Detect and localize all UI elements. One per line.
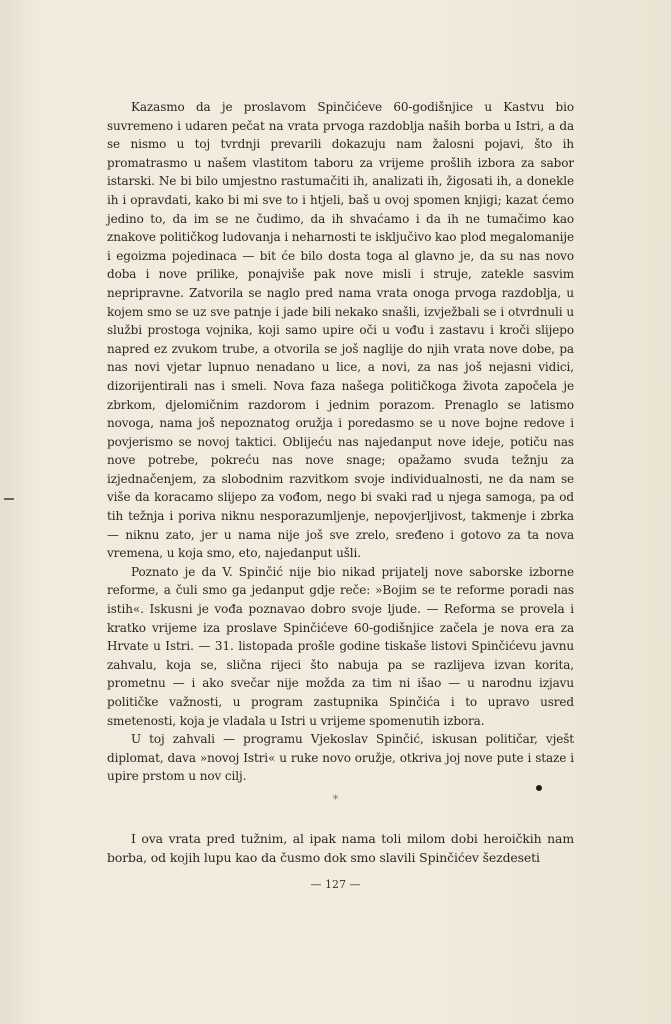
- paragraph-2: Poznato je da V. Spinčić nije bio nikad prijatelj nove saborske izborne reforme, a čuli smo ga jedanput gdje reče: »Bojim se te reforme poradi nas istih«. Iskusni je vođa poznavao dobro svoje ljude. — Reforma se provela i kratko vrijeme iza proslave Spinčićeve 60-godišnjice začela je nova era za Hrvate u Istri. — 31. listopada prošle godine tiskaše listovi Spinčićevu javnu zahvalu, koja se, slična rijeci što nabuja pa se razlijeva izvan korita, prometnu — i ako svečar nije možda za tim ni išao — u narodnu izjavu političke važnosti, u program zastupnika Spinčića i to upravo usred smetenosti, koja je vladala u Istri u vrijeme spomenutih izbora.: [107, 564, 574, 728]
- paragraph-3: U toj zahvali — programu Vjekoslav Spinčić, iskusan političar, vješt diplomat, dava »novoj Istri« u ruke novo oružje, otkriva joj nove pute i staze i upire prstom u nov cilj.: [107, 732, 574, 784]
- margin-mark: [4, 498, 14, 500]
- ink-spot: [536, 785, 542, 791]
- paragraph-4: I ova vrata pred tužnim, al ipak nama toli milom dobi heroičkih nam borba, od kojih lupu kao da čusmo dok smo slavili Spinčićev šezdeseti: [107, 831, 574, 866]
- main-text-block: [107, 98, 574, 786]
- paragraph-1: Kazasmo da je proslavom Spinčićeve 60-godišnjice u Kastvu bio suvremeno i udaren pečat na vrata prvoga razdoblja naših borba u Istri, a da se nismo u toj tvrdnji prevarili dokazuju nam žalosni pojavi, što ih promatrasmo u našem vlastitom taboru za vrijeme prošlih izbora za sabor istarski. Ne bi bilo umjestno rastumačiti ih, analizati ih, žigosati ih, a donekle ih i opravdati, kako bi mi sve to i htjeli, baš u ovoj spomen knjigi; kazat ćemo jedino to, da im se ne čudimo, da ih shvaćamo i da ih ne tumačimo kao znakove političkog ludovanja i neharnosti te isključivo kao plod megalomanije i egoizma pojedinaca — bit će bilo dosta toga al glavno je, da su nas novo doba i nove prilike, ponajviše pak nove misli i struje, zatekle sasvim nepripravne. Zatvorila se naglo pred nama vrata onoga prvoga razdoblja, u kojem smo se uz sve patnje i jade bili nekako snašli, izvježbali se i otvrdnuli u službi prostoga vojnika, koji samo upire oči u vođu i zastavu i kroči slijepo napred ez zvukom trube, a otvorila se još naglije do njih vrata nove dobe, pa nas novi vjetar lupnuo nenadano u lice, a novi, za nas još nejasni vidici, dizorijentirali nas i smeli. Nova faza našega političkoga života započela je zbrkom, djelomičnim razdorom i jednim porazom. Prenaglo se latismo novoga, nama još nepoznatog oružja i poredasmo se u nove bojne redove i povjerismo se novoj taktici. Oblijeću nas najedanput nove ideje, potiču nas nove potrebe, pokreću nas nove snage; opažamo svuda težnju za izjednačenjem, za slobodnim razvitkom svoje individualnosti, ne da nam se više da koracamo slijepo za vođom, nego bi svaki rad u njega samoga, pa od tih težnja i poriva niknu nesporazumljenje, nepovjerljivost, takmenje i zbrka — niknu zato, jer u nama nije još sve zrelo, sređeno i gotovo za ta nova vremena, u koja smo, eto, najedanput ušli.: [107, 100, 574, 561]
- closing-text-block: [107, 829, 574, 867]
- page-number: — 127 —: [310, 878, 361, 891]
- section-separator: *: [332, 793, 339, 806]
